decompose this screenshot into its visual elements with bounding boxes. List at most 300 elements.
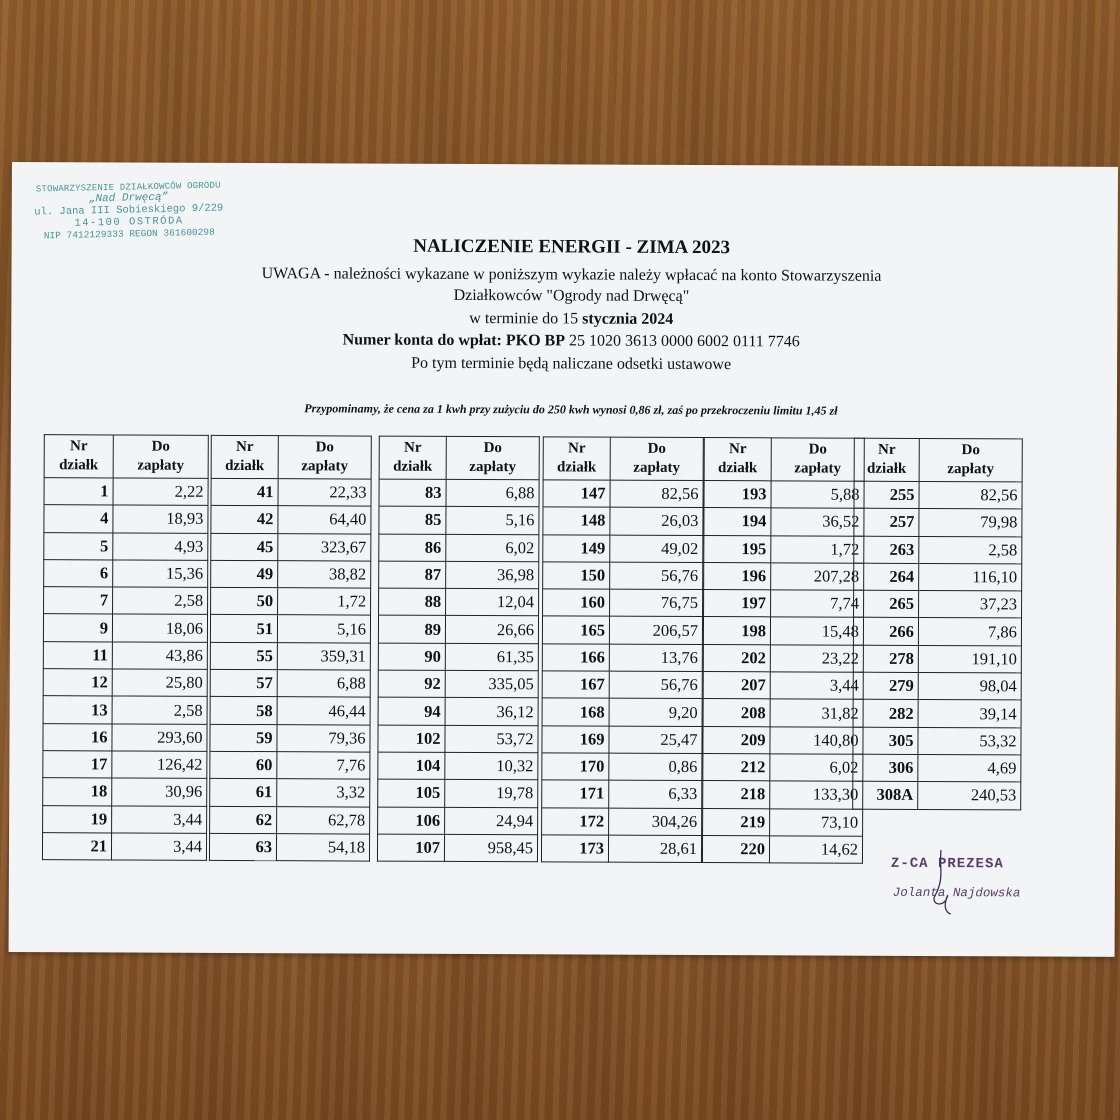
- table-row: [853, 727, 1021, 755]
- amount-due: 3,44: [770, 672, 863, 700]
- plot-number: 21: [42, 832, 111, 860]
- plot-number: 263: [854, 536, 919, 564]
- amount-due: 82,56: [919, 481, 1022, 509]
- header-nr-line1: Nr: [567, 440, 586, 457]
- amount-due: 61,35: [445, 643, 538, 671]
- amount-due: 56,76: [610, 562, 703, 590]
- table-row: [703, 781, 863, 809]
- table-row: [378, 697, 538, 725]
- payment-table: [377, 436, 540, 863]
- plot-number: 92: [378, 670, 445, 698]
- column-header-amount: [610, 437, 703, 480]
- amount-due: 240,53: [918, 782, 1021, 810]
- amount-due: 64,40: [278, 506, 371, 534]
- plot-number: 266: [853, 618, 918, 646]
- amount-due: 0,86: [609, 753, 702, 781]
- plot-number: 196: [704, 562, 771, 590]
- table-row: [211, 506, 371, 534]
- table-row: [43, 751, 207, 779]
- header-amount-line1: Do: [315, 439, 334, 456]
- header-nr-line1: Nr: [877, 441, 896, 458]
- table-row: [542, 780, 702, 808]
- account-label: Numer konta do wpłat: PKO BP: [342, 331, 566, 350]
- association-stamp: [33, 180, 224, 241]
- plot-number: 55: [210, 642, 277, 670]
- amount-due: 37,23: [919, 591, 1022, 619]
- document-sheet: [9, 162, 1118, 957]
- plot-number: 11: [43, 641, 112, 669]
- table-row: [854, 508, 1022, 536]
- plot-number: 167: [542, 671, 609, 699]
- amount-due: 25,80: [112, 669, 207, 697]
- plot-number: 197: [704, 590, 771, 618]
- amount-due: 53,32: [918, 727, 1021, 755]
- plot-number: 13: [43, 696, 112, 724]
- table-header-row: [543, 437, 703, 481]
- amount-due: 5,88: [771, 481, 864, 509]
- plot-number: 16: [43, 723, 112, 751]
- table-row: [704, 508, 864, 536]
- amount-due: 3,32: [277, 779, 370, 807]
- table-header-row: [379, 436, 539, 480]
- amount-due: 53,72: [445, 725, 538, 753]
- plot-number: 61: [210, 779, 277, 807]
- amount-due: 2,58: [919, 536, 1022, 564]
- amount-due: 6,88: [277, 670, 370, 698]
- amount-due: 13,76: [609, 644, 702, 672]
- amount-due: 126,42: [112, 751, 207, 779]
- plot-number: 85: [379, 506, 446, 534]
- plot-number: 172: [542, 807, 609, 835]
- payment-table: [42, 434, 209, 861]
- table-row: [543, 507, 703, 535]
- table-row: [211, 533, 371, 561]
- table-row: [211, 478, 371, 506]
- amount-due: 5,16: [277, 615, 370, 643]
- amount-due: 6,33: [609, 780, 702, 808]
- header-amount-line2: zapłaty: [301, 458, 349, 475]
- plot-number: 1: [44, 478, 113, 506]
- plot-number: 50: [211, 588, 278, 616]
- plot-number: 9: [43, 614, 112, 642]
- table-row: [703, 726, 863, 754]
- table-row: [542, 616, 702, 644]
- plot-number: 105: [378, 779, 445, 807]
- amount-due: 18,06: [112, 614, 207, 642]
- payment-notice: UWAGA - należności wykazane w poniższym wykazie należy wpłacać na konto Stowarzyszenia Działkowców "Ogrody nad Drwęcą": [261, 265, 882, 305]
- amount-due: 2,22: [113, 478, 208, 506]
- table-row: [854, 590, 1022, 618]
- plot-number: 87: [379, 561, 446, 589]
- stamp-line-5: NIP 7412129333 REGON 361600298: [43, 226, 215, 242]
- table-row: [211, 560, 371, 588]
- amount-due: 30,96: [112, 778, 207, 806]
- plot-number: 59: [210, 724, 277, 752]
- table-row: [853, 754, 1021, 782]
- plot-number: 308A: [853, 781, 918, 809]
- plot-number: 279: [853, 672, 918, 700]
- plot-number: 278: [853, 645, 918, 673]
- table-row: [43, 805, 207, 833]
- amount-due: 26,03: [610, 507, 703, 535]
- amount-due: 38,82: [278, 561, 371, 589]
- plot-number: 90: [378, 643, 445, 671]
- table-row: [44, 587, 208, 615]
- amount-due: 24,94: [445, 807, 538, 835]
- plot-number: 198: [703, 617, 770, 645]
- table-row: [542, 671, 702, 699]
- table-row: [853, 700, 1021, 728]
- plot-number: 83: [379, 479, 446, 507]
- document-title: NALICZENIE ENERGII - ZIMA 2023: [413, 235, 731, 259]
- table-row: [43, 669, 207, 697]
- plot-number: 106: [378, 807, 445, 835]
- payment-deadline: [251, 309, 891, 330]
- plot-number: 209: [703, 726, 770, 754]
- plot-number: 255: [854, 481, 919, 509]
- plot-number: 102: [378, 725, 445, 753]
- table-row: [854, 563, 1022, 591]
- column-header-plot-number: [379, 436, 446, 479]
- plot-number: 57: [210, 669, 277, 697]
- amount-due: 79,98: [919, 509, 1022, 537]
- amount-due: 7,86: [918, 618, 1021, 646]
- plot-number: 58: [210, 697, 277, 725]
- signature-block: [891, 856, 1021, 901]
- header-nr-line2: działk: [225, 457, 265, 475]
- amount-due: 23,22: [770, 645, 863, 673]
- table-row: [210, 779, 370, 807]
- plot-number: 107: [377, 834, 444, 862]
- table-row: [853, 781, 1021, 809]
- amount-due: 36,98: [446, 561, 539, 589]
- signatory-role: Z-CA PREZESA: [890, 855, 1004, 873]
- plot-number: 147: [543, 480, 610, 508]
- amount-due: 18,93: [113, 505, 208, 533]
- column-header-plot-number: [704, 438, 771, 481]
- table-row: [378, 752, 538, 780]
- payment-table: [209, 435, 372, 862]
- amount-due: 76,75: [610, 589, 703, 617]
- plot-number: 86: [379, 534, 446, 562]
- plot-number: 42: [211, 506, 278, 534]
- table-row: [854, 536, 1022, 564]
- table-header-row: [854, 438, 1022, 482]
- stamp-line-1: STOWARZYSZENIE DZIAŁKOWCÓW OGRODU: [35, 180, 221, 195]
- header-amount-line2: zapłaty: [794, 460, 842, 477]
- plot-number: 62: [210, 806, 277, 834]
- price-reminder: Przypominamy, że cena za 1 kwh przy zużyciu do 250 kwh wynosi 0,86 zł, zaś po przekroczeniu limitu 1,45 zł: [304, 401, 838, 418]
- table-row: [210, 806, 370, 834]
- amount-due: 49,02: [610, 535, 703, 563]
- amount-due: 206,57: [609, 617, 702, 645]
- table-row: [378, 725, 538, 753]
- table-row: [379, 561, 539, 589]
- table-row: [703, 672, 863, 700]
- stamp-line-2: „Nad Drwęcą”: [88, 191, 169, 206]
- bank-account: [251, 331, 891, 352]
- plot-number: 148: [543, 507, 610, 535]
- plot-number: 257: [854, 508, 919, 536]
- table-row: [211, 588, 371, 616]
- table-row: [703, 753, 863, 781]
- plot-number: 202: [703, 644, 770, 672]
- plot-number: 171: [542, 780, 609, 808]
- table-row: [703, 699, 863, 727]
- header-nr-line2: działk: [557, 459, 597, 476]
- amount-due: 4,93: [113, 533, 208, 561]
- payment-table: [702, 437, 865, 864]
- table-row: [542, 725, 702, 753]
- table-header-row: [704, 438, 864, 482]
- header-amount-line2: zapłaty: [137, 457, 185, 474]
- plot-number: 7: [44, 587, 113, 615]
- plot-number: 212: [703, 753, 770, 781]
- amount-due: 2,58: [112, 696, 207, 724]
- header-nr-line1: Nr: [235, 438, 254, 456]
- plot-number: 265: [854, 590, 919, 618]
- column-header-plot-number: [211, 435, 278, 478]
- amount-due: 62,78: [277, 806, 370, 834]
- plot-number: 207: [703, 672, 770, 700]
- plot-number: 17: [43, 751, 112, 779]
- plot-number: 220: [702, 835, 769, 863]
- table-row: [703, 617, 863, 645]
- table-row: [543, 562, 703, 590]
- table-row: [541, 835, 701, 863]
- amount-due: 14,62: [769, 836, 862, 864]
- plot-number: 41: [211, 478, 278, 506]
- plot-number: 168: [542, 698, 609, 726]
- column-header-amount: [113, 435, 208, 478]
- table-row: [543, 480, 703, 508]
- plot-number: 282: [853, 700, 918, 728]
- table-row: [379, 479, 539, 507]
- table-row: [209, 833, 369, 861]
- amount-due: 36,12: [445, 698, 538, 726]
- amount-due: 6,02: [770, 754, 863, 782]
- table-row: [704, 562, 864, 590]
- header-amount-line1: Do: [647, 440, 666, 457]
- table-row: [542, 807, 702, 835]
- header-nr-line1: Nr: [728, 441, 747, 458]
- plot-number: 193: [704, 481, 771, 509]
- plot-number: 45: [211, 533, 278, 561]
- amount-due: 26,66: [445, 616, 538, 644]
- table-row: [542, 753, 702, 781]
- table-row: [42, 832, 206, 860]
- plot-number: 166: [542, 644, 609, 672]
- amount-due: 140,80: [770, 726, 863, 754]
- amount-due: 1,72: [278, 588, 371, 616]
- table-row: [542, 644, 702, 672]
- column-header-amount: [771, 438, 864, 481]
- table-row: [378, 807, 538, 835]
- amount-due: 39,14: [918, 700, 1021, 728]
- amount-due: 191,10: [918, 645, 1021, 673]
- header-nr-line2: działk: [59, 457, 99, 474]
- table-row: [44, 478, 208, 506]
- plot-number: 60: [210, 751, 277, 779]
- header-amount-line1: Do: [483, 440, 502, 457]
- table-row: [44, 532, 208, 560]
- amount-due: 10,32: [445, 752, 538, 780]
- plot-number: 6: [44, 560, 113, 588]
- table-row: [43, 696, 207, 724]
- amount-due: 12,04: [446, 589, 539, 617]
- amount-due: 958,45: [444, 834, 537, 862]
- column-header-plot-number: [44, 435, 113, 478]
- plot-number: 5: [44, 532, 113, 560]
- plot-number: 88: [379, 588, 446, 616]
- plot-number: 306: [853, 754, 918, 782]
- table-row: [210, 697, 370, 725]
- amount-due: 36,52: [771, 508, 864, 536]
- account-number: 25 1020 3613 0000 6002 0111 7746: [564, 332, 800, 351]
- amount-due: 359,31: [277, 642, 370, 670]
- plot-number: 264: [854, 563, 919, 591]
- plot-number: 305: [853, 727, 918, 755]
- amount-due: 15,36: [113, 560, 208, 588]
- table-row: [542, 698, 702, 726]
- table-row: [43, 778, 207, 806]
- header-nr-line1: Nr: [403, 439, 422, 456]
- amount-due: 5,16: [446, 507, 539, 535]
- amount-due: 133,30: [770, 781, 863, 809]
- amount-due: 22,33: [278, 479, 371, 507]
- table-row: [702, 835, 862, 863]
- table-row: [854, 481, 1022, 509]
- amount-due: 1,72: [771, 535, 864, 563]
- amount-due: 56,76: [609, 671, 702, 699]
- table-row: [210, 669, 370, 697]
- plot-number: 169: [542, 725, 609, 753]
- plot-number: 160: [543, 589, 610, 617]
- table-row: [379, 588, 539, 616]
- amount-due: 116,10: [919, 563, 1022, 591]
- header-amount-line1: Do: [151, 438, 170, 455]
- header-amount-line1: Do: [961, 442, 980, 459]
- header-amount-line2: zapłaty: [469, 458, 517, 476]
- header-nr-line2: działk: [867, 460, 907, 477]
- table-row: [379, 506, 539, 534]
- stamp-line-4: 14-100 OSTRÓDA: [74, 215, 184, 230]
- plot-number: 219: [703, 808, 770, 836]
- plot-number: 173: [541, 835, 608, 863]
- table-row: [704, 481, 864, 509]
- table-row: [378, 643, 538, 671]
- amount-due: 46,44: [277, 697, 370, 725]
- amount-due: 7,76: [277, 752, 370, 780]
- table-row: [210, 724, 370, 752]
- header-nr-line2: działk: [718, 460, 758, 477]
- plot-number: 94: [378, 697, 445, 725]
- amount-due: 4,69: [918, 754, 1021, 782]
- table-row: [378, 616, 538, 644]
- plot-number: 195: [704, 535, 771, 563]
- plot-number: 89: [378, 616, 445, 644]
- stamp-line-3: ul. Jana III Sobieskiego 9/229: [34, 202, 224, 219]
- deadline-date: stycznia 2024: [582, 310, 674, 328]
- amount-due: 15,48: [770, 617, 863, 645]
- amount-due: 54,18: [276, 834, 369, 862]
- header-nr-line1: Nr: [69, 438, 88, 455]
- table-row: [543, 589, 703, 617]
- table-row: [378, 779, 538, 807]
- table-row: [43, 614, 207, 642]
- table-row: [43, 723, 207, 751]
- amount-due: 98,04: [918, 673, 1021, 701]
- amount-due: 6,02: [446, 534, 539, 562]
- plot-number: 4: [44, 505, 113, 533]
- table-row: [378, 670, 538, 698]
- amount-due: 28,61: [608, 835, 701, 863]
- column-header-amount: [278, 436, 371, 479]
- plot-number: 104: [378, 752, 445, 780]
- plot-number: 218: [703, 781, 770, 809]
- table-header-row: [44, 435, 208, 479]
- column-header-amount: [446, 436, 539, 479]
- amount-due: 7,74: [771, 590, 864, 618]
- interest-notice: Po tym terminie będą naliczane odsetki ustawowe: [411, 354, 732, 374]
- table-header-row: [211, 435, 371, 479]
- table-row: [704, 590, 864, 618]
- handwritten-signature-icon: [921, 848, 961, 918]
- table-row: [853, 645, 1021, 673]
- payment-table: [852, 438, 1023, 810]
- plot-number: 208: [703, 699, 770, 727]
- plot-number: 170: [542, 753, 609, 781]
- deadline-prefix: w terminie do 15: [469, 309, 583, 328]
- header-amount-line2: zapłaty: [947, 461, 995, 478]
- amount-due: 79,36: [277, 724, 370, 752]
- payment-table: [541, 436, 704, 863]
- table-row: [210, 615, 370, 643]
- plot-number: 165: [542, 616, 609, 644]
- amount-due: 3,44: [111, 833, 206, 861]
- table-row: [704, 535, 864, 563]
- table-row: [44, 560, 208, 588]
- table-row: [703, 808, 863, 836]
- plot-number: 19: [43, 805, 112, 833]
- amount-due: 31,82: [770, 699, 863, 727]
- table-row: [853, 672, 1021, 700]
- amount-due: 19,78: [445, 780, 538, 808]
- signatory-name: Jolanta Najdowska: [892, 885, 1021, 901]
- table-row: [43, 641, 207, 669]
- amount-due: 6,88: [446, 479, 539, 507]
- plot-number: 149: [543, 534, 610, 562]
- table-row: [379, 534, 539, 562]
- amount-due: 25,47: [609, 726, 702, 754]
- table-row: [377, 834, 537, 862]
- amount-due: 2,58: [113, 587, 208, 615]
- plot-number: 51: [210, 615, 277, 643]
- plot-number: 194: [704, 508, 771, 536]
- amount-due: 293,60: [112, 724, 207, 752]
- header-nr-line2: działk: [393, 458, 433, 475]
- amount-due: 43,86: [112, 642, 207, 670]
- table-row: [210, 751, 370, 779]
- amount-due: 82,56: [610, 480, 703, 508]
- header-amount-line1: Do: [808, 441, 827, 458]
- plot-number: 18: [43, 778, 112, 806]
- plot-number: 150: [543, 562, 610, 590]
- table-row: [853, 618, 1021, 646]
- plot-number: 12: [43, 669, 112, 697]
- table-row: [543, 534, 703, 562]
- amount-due: 73,10: [770, 808, 863, 836]
